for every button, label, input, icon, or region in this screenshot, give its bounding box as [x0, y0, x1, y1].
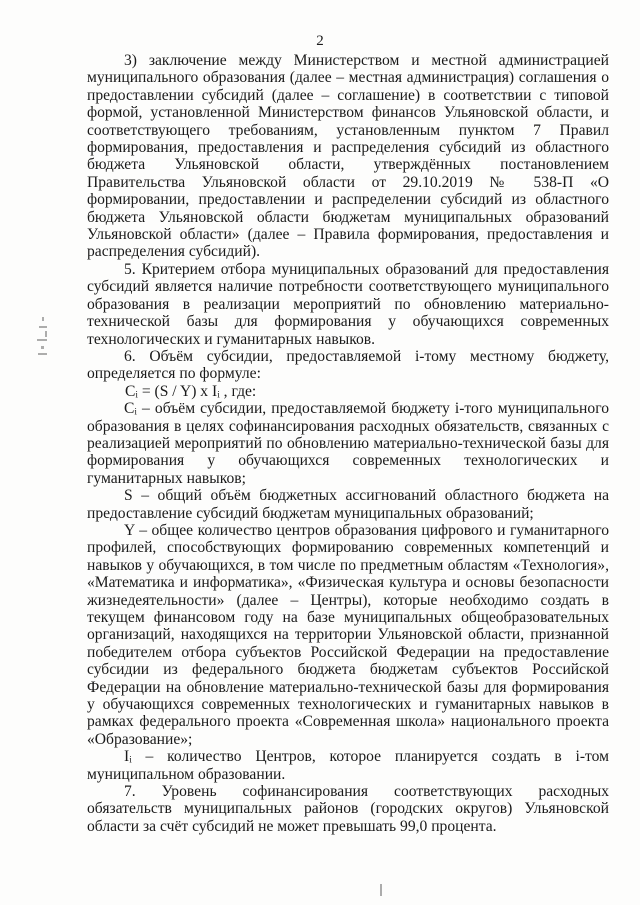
paragraph-cofinancing-level: 7. Уровень софинансирования соответствующих расходных обязательств муниципальных районов (городских округов) Ульяновской области за счёт субсидий не может превышать 99,0 процента. — [87, 783, 609, 835]
scan-artifact-tick — [380, 884, 382, 896]
paragraph-selection-criterion: 5. Критерием отбора муниципальных образований для предоставления субсидий является наличие потребности соответствующего муниципального образования в реализации мероприятий по обновлению материально-технической базы для формирования у обучающихся современных технологических и гуманитарных навыков. — [87, 260, 609, 348]
subsidy-formula: Cᵢ = (S / Y) x Iᵢ , где: — [125, 382, 257, 400]
definition-y: Y – общее количество центров образования цифрового и гуманитарного профилей, способствующих формированию современных компетенций и навыков у обучающихся, в том числе по предметным областям «Технология», «Математика и информатика», «Физическая культура и основы безопасности жизнедеятельности» (далее – Центры), которые необходимо создать в текущем финансовом году на базе муниципальных общеобразовательных организаций, находящихся на территории Ульяновской области, признанной победителем отбора субъектов Российской Федерации на предоставление субсидии из федерального бюджета бюджетам субъектов Российской Федерации на обновление материально-технической базы для формирования у обучающихся современных технологических и гуманитарных навыков в рамках федерального проекта «Современная школа» национального проекта «Образование»; — [87, 521, 609, 748]
document-body — [87, 52, 609, 835]
definition-ci: Cᵢ – объём субсидии, предоставляемой бюджету i-того муниципального образования в целях софинансирования расходных обязательств, связанных с реализацией мероприятий по обновлению материально-технической базы для формирования у обучающихся современных технологических и гуманитарных навыков; — [87, 400, 609, 487]
paragraph-agreement-condition: 3) заключение между Министерством и местной администрацией муниципального образования (далее – местная администрация) соглашения о предоставлении субсидий (далее – соглашение) в соответствии с типовой формой, установленной Министерством финансов Ульяновской области, и соответствующего требованиям, установленным пунктом 7 Правил формирования, предоставления и распределения субсидий из областного бюджета Ульяновской области, утверждённых постановлением Правительства Ульяновской области от 29.10.2019 № 538-П «О формировании, предоставлении и распределении субсидий из областного бюджета Ульяновской области бюджетам муниципальных образований Ульяновской области» (далее – Правила формирования, предоставления и распределения субсидий). — [87, 52, 609, 261]
paragraph-subsidy-amount: 6. Объём субсидии, предоставляемой i-тому местному бюджету, определяется по формуле: — [87, 347, 609, 383]
definition-ii: Iᵢ – количество Центров, которое планируется создать в i-том муниципальном образовании. — [87, 748, 609, 783]
scan-artifact-mark — [36, 317, 54, 359]
definition-s: S – общий объём бюджетных ассигнований областного бюджета на предоставление субсидий бюджетам муниципальных образований; — [87, 487, 609, 522]
page-number: 2 — [316, 33, 324, 49]
